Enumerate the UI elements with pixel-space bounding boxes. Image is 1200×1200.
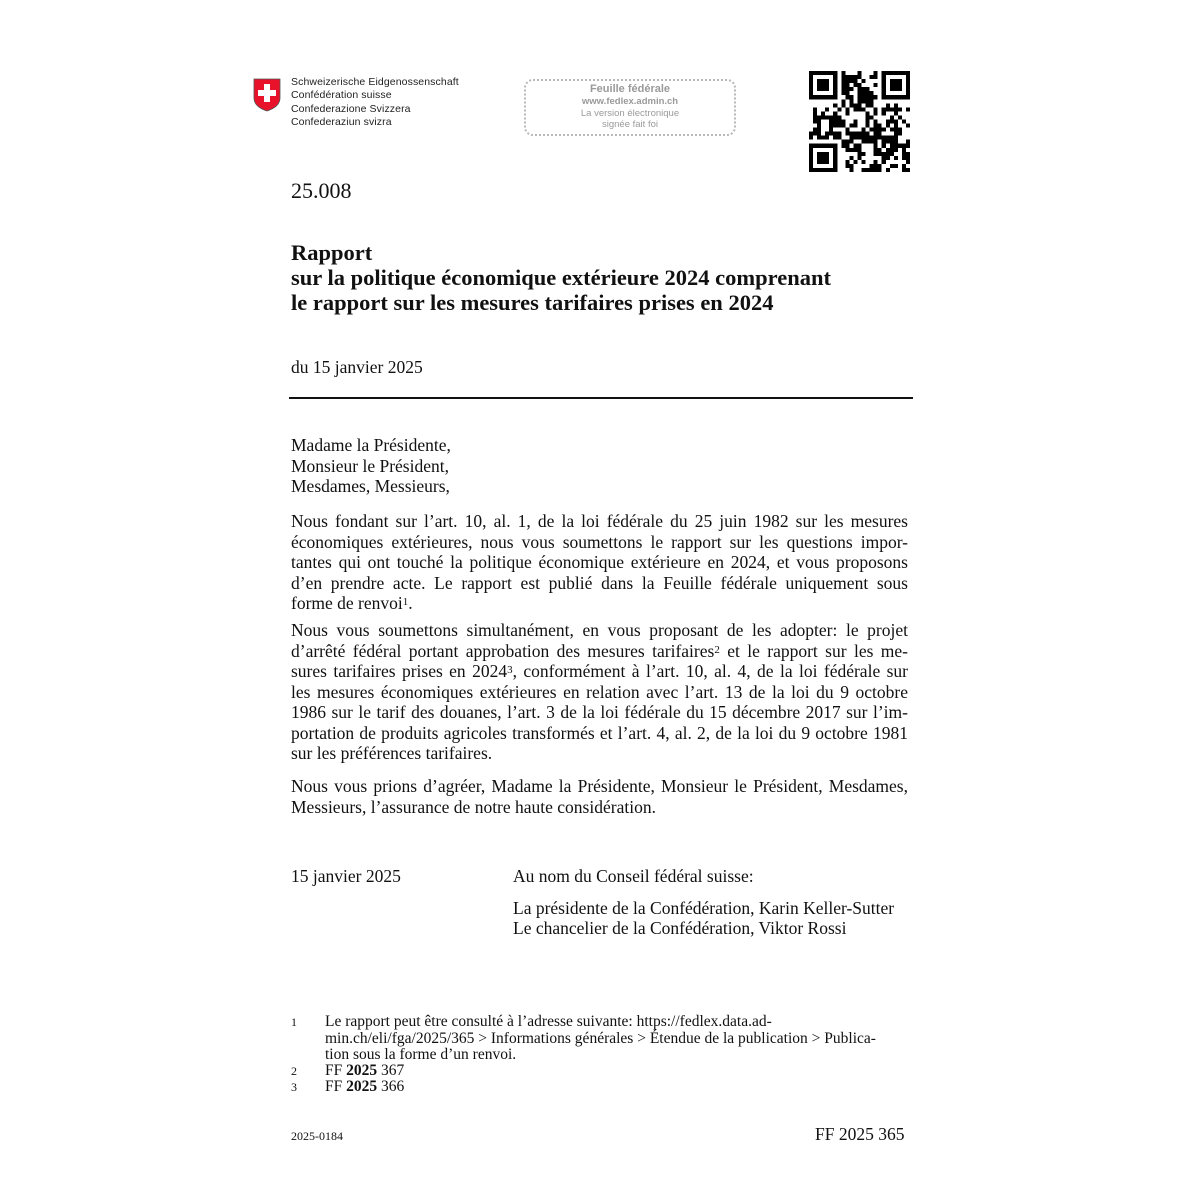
footnote-3-text (325, 1079, 903, 1096)
title-line-2: sur la politique économique extérieure 2024 comprenant (291, 265, 831, 290)
paragraph-3 (291, 776, 908, 817)
document-title (291, 240, 831, 315)
paragraph-2-text: d’arrêté fédéral portant approbation des mesures tarifaires (291, 640, 715, 661)
salutation-line-2: Monsieur le Président, (291, 455, 449, 476)
paragraph-3-line: Nous vous prions d’agréer, Madame la Présidente, Monsieur le Président, Mesdames, (291, 776, 908, 796)
document-date: du 15 janvier 2025 (291, 357, 423, 377)
signature-block (513, 866, 894, 939)
footnote-2-number: 2 (291, 1064, 297, 1078)
president-line: La présidente de la Confédération, Karin Keller-Sutter (513, 897, 895, 918)
footnote-1-line: min.ch/eli/fga/2025/365 > Informations générales > Étendue de la publication > Publica- (325, 1029, 876, 1047)
paragraph-2-line (291, 661, 908, 682)
on-behalf-line: Au nom du Conseil fédéral suisse: (513, 866, 754, 886)
stamp-note-1: La version électronique (580, 108, 680, 119)
salutation-line-3: Mesdames, Messieurs, (291, 476, 450, 496)
confederation-wordmark (291, 76, 459, 130)
title-line-3: le rapport sur les mesures tarifaires prises en 2024 (291, 290, 774, 315)
stamp-note-2: signée fait foi (602, 119, 658, 130)
title-divider (289, 397, 913, 399)
footnote-ref-3[interactable]: 3 (507, 664, 513, 676)
salutation-line-1: Madame la Présidente, (291, 435, 451, 455)
paragraph-1-line: économiques extérieures, nous vous soumettons le rapport sur les questions impor- (291, 531, 908, 552)
paragraph-1-text: forme de renvoi (291, 593, 403, 613)
footnote-3-number: 3 (291, 1080, 297, 1094)
paragraph-2-line: Nous vous soumettons simultanément, en vous proposant de les adopter: le projet (291, 620, 908, 640)
paragraph-2-line: 1986 sur le tarif des douanes, l’art. 3 de la loi fédérale du 15 décembre 2017 sur l’im- (291, 702, 908, 722)
footnote-ref-2[interactable]: 2 (714, 643, 720, 656)
confederation-logo (253, 76, 473, 136)
footnote-2-year: 2025 (346, 1062, 378, 1079)
paragraph-1-line: Nous fondant sur l’art. 10, al. 1, de la loi fédérale du 25 juin 1982 sur les mesures (291, 511, 908, 531)
paragraph-1-line (291, 593, 908, 614)
document-number: 25.008 (291, 178, 352, 203)
paragraph-2-text: sures tarifaires prises en 2024 (291, 661, 508, 681)
paragraph-2 (291, 620, 908, 764)
paragraph-2-text: et le rapport sur les me- (719, 640, 908, 661)
footnote-2-prefix: FF (325, 1062, 347, 1079)
signature-date: 15 janvier 2025 (291, 866, 401, 886)
confederation-line-rm: Confederaziun svizra (291, 116, 392, 129)
stamp-url: www.fedlex.admin.ch (581, 96, 679, 107)
paragraph-2-text: , conformément à l’art. 10, al. 4, de la loi fédérale sur (512, 661, 908, 681)
footnote-1-text (325, 1014, 903, 1064)
stamp-title: Feuille fédérale (589, 83, 671, 95)
footnote-1-line: tion sous la forme d’un renvoi. (325, 1046, 517, 1063)
paragraph-1-line: d’en prendre acte. Le rapport est publié dans la Feuille fédérale uniquement sous (291, 572, 908, 593)
swiss-cross-icon (253, 78, 281, 112)
confederation-line-fr: Confédération suisse (291, 89, 392, 102)
paragraph-1 (291, 511, 908, 614)
paragraph-1-line: tantes qui ont touché la politique économique extérieure en 2024, et vous proposons (291, 552, 908, 572)
paragraph-1-text-end: . (408, 593, 413, 613)
footnote-1-line: Le rapport peut être consulté à l’adresse suivante: https://fedlex.data.ad- (325, 1013, 772, 1030)
confederation-line-de: Schweizerische Eidgenossenschaft (291, 76, 459, 88)
document-code: 2025-0184 (291, 1129, 343, 1143)
footnote-1-number: 1 (291, 1015, 297, 1029)
qr-code-icon (809, 71, 910, 172)
paragraph-2-line: portation de produits agricoles transformés et l’art. 4, al. 2, de la loi du 9 octobre 1981 (291, 722, 908, 743)
feuille-federale-stamp (524, 79, 736, 136)
paragraph-2-line: sur les préférences tarifaires. (291, 743, 493, 763)
paragraph-3-line: Messieurs, l’assurance de notre haute considération. (291, 796, 656, 817)
paragraph-2-line: les mesures économiques extérieures en relation avec l’art. 13 de la loi du 9 octobre (291, 681, 908, 702)
footnote-ref-1[interactable]: 1 (402, 596, 409, 608)
footnote-2-page: 367 (377, 1062, 405, 1079)
salutation (291, 435, 451, 497)
footnote-3-prefix: FF (325, 1078, 347, 1095)
ff-reference: FF 2025 365 (815, 1124, 905, 1144)
footnote-3-page: 366 (377, 1078, 405, 1095)
footnote-3-year: 2025 (346, 1078, 378, 1095)
footnote-2-text (325, 1063, 903, 1080)
paragraph-2-line (291, 641, 908, 662)
confederation-line-it: Confederazione Svizzera (291, 102, 411, 115)
title-line-1: Rapport (291, 240, 373, 265)
chancellor-line: Le chancelier de la Confédération, Viktor Rossi (513, 918, 847, 938)
